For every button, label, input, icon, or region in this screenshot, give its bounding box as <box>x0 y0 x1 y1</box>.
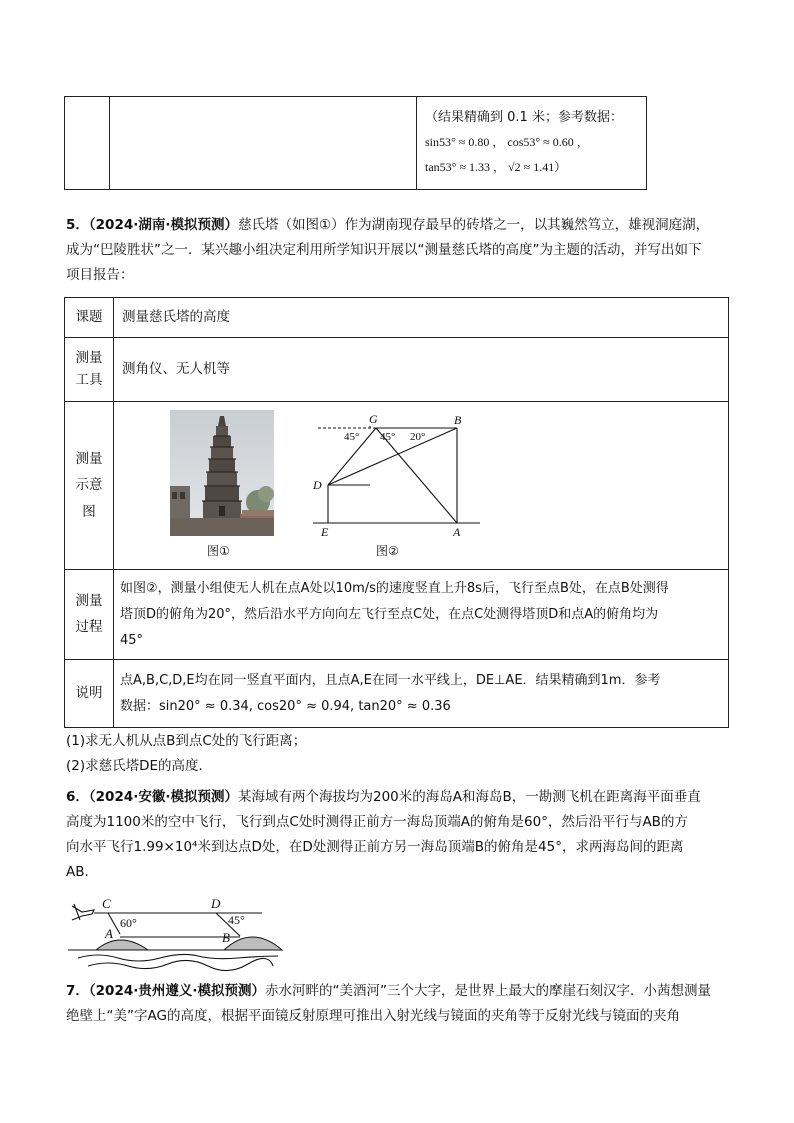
diagram-cell <box>114 402 729 570</box>
note-line-1: 点A,B,C,D,E均在同一竖直平面内，且点A,E在同一水平线上，DE⊥AE．结果精确到1m．参考 <box>120 672 661 688</box>
q5-intro-text-1: 慈氏塔（如图①）作为湖南现存最早的砖塔之一，以其巍然笃立，雄视洞庭湖， <box>238 217 710 233</box>
label-d: D <box>211 896 221 911</box>
topic-value: 测量慈氏塔的高度 <box>114 298 729 338</box>
ref-line-3: tan53° ≈ 1.33 ， √2 ≈ 1.41） <box>425 160 567 175</box>
q6-line-2: 高度为1100米的空中飞行，飞行到点C处时测得正前方一海岛顶端A的俯角是60°，然后沿平行与AB的方 <box>66 813 688 830</box>
label-g: G <box>369 412 378 426</box>
label-d: D <box>313 478 322 492</box>
q7-source: （2024·贵州遵义·模拟预测） <box>88 983 265 999</box>
report-table <box>64 297 729 728</box>
tool-label-1: 测量 <box>75 349 103 366</box>
label-a: A <box>453 525 461 536</box>
q5-sub-2: (2)求慈氏塔DE的高度． <box>66 757 213 774</box>
q7-line-1 <box>66 979 736 1004</box>
process-line-1: 如图②，测量小组使无人机在点A处以10m/s的速度竖直上升8s后，飞行至点B处，在点B处测得 <box>120 580 669 596</box>
process-line-3: 45° <box>120 632 144 648</box>
process-text <box>114 570 729 660</box>
q6-number: 6． <box>66 789 89 805</box>
note-text <box>114 660 729 728</box>
q5-subquestions <box>66 729 306 779</box>
process-line-2: 塔顶D的俯角为20°，然后沿水平方向向左飞行至点C处，在点C处测得塔顶D和点A的俯角均为 <box>120 606 659 622</box>
q7-number: 7． <box>66 983 89 999</box>
q6-text-1: 某海域有两个海拔均为200米的海岛A和海岛B，一勘测飞机在距离海平面垂直 <box>238 789 701 805</box>
diagram-label-2: 示意 <box>75 477 103 494</box>
tool-label-2: 工具 <box>75 371 103 388</box>
topic-label: 课题 <box>65 298 114 338</box>
q6-figure <box>68 890 288 974</box>
label-b: B <box>222 930 230 945</box>
q5-line-2: 成为“巴陵胜状”之一．某兴趣小组决定利用所学知识开展以“测量慈氏塔的高度”为主题的活动，并写出如下 <box>66 241 702 258</box>
angle-20: 20° <box>410 431 426 443</box>
tool-value: 测角仪、无人机等 <box>114 338 729 402</box>
fig2-caption: 图② <box>376 544 399 558</box>
wave-2 <box>88 958 273 970</box>
label-b: B <box>454 413 462 427</box>
q7-text-1: 赤水河畔的“美酒河”三个大字，是世界上最大的摩崖石刻汉字．小茜想测量 <box>265 983 711 999</box>
process-label-1: 测量 <box>75 592 103 609</box>
angle-45-right: 45° <box>380 431 396 443</box>
fig1-caption: 图① <box>207 544 230 558</box>
island-b <box>224 937 282 950</box>
q5-line-1 <box>66 213 736 238</box>
q7-text <box>66 979 736 1029</box>
ref-line-2: sin53° ≈ 0.80 ， cos53° ≈ 0.60 ， <box>425 134 589 149</box>
top-table-cell-1 <box>65 97 110 190</box>
process-label <box>65 570 114 660</box>
q6-line-4: AB． <box>66 863 98 880</box>
angle-60: 60° <box>120 916 137 930</box>
q6-text <box>66 785 736 885</box>
top-table <box>64 96 647 190</box>
angle-45: 45° <box>228 913 245 927</box>
tower-photo <box>170 410 274 536</box>
diagram-label-3: 图 <box>82 503 96 520</box>
fig2-diagram <box>310 412 486 536</box>
top-table-cell-2 <box>110 97 417 190</box>
wave-1 <box>78 954 278 961</box>
note-label: 说明 <box>65 660 114 728</box>
diagram-label-1: 测量 <box>75 451 103 468</box>
island-a <box>96 940 148 950</box>
q5-sub-1: (1)求无人机从点B到点C处的飞行距离； <box>66 733 307 749</box>
q7-line-2: 绝壁上“美”字AG的高度，根据平面镜反射原理可推出入射光线与镜面的夹角等于反射光线与镜面的夹角 <box>66 1007 680 1024</box>
label-c: C <box>102 896 111 911</box>
tool-label <box>65 338 114 402</box>
label-e: E <box>321 525 329 536</box>
q5-source: （2024·湖南·模拟预测） <box>88 217 238 233</box>
ref-line-1: （结果精确到 0.1 米；参考数据： <box>425 109 623 125</box>
q5-number: 5． <box>66 217 89 233</box>
process-label-2: 过程 <box>75 618 103 635</box>
q6-source: （2024·安徽·模拟预测） <box>88 789 238 805</box>
q5-line-3: 项目报告： <box>66 266 134 283</box>
q6-line-1 <box>66 785 736 810</box>
label-a: A <box>105 926 113 941</box>
note-line-2: 数据：sin20° ≈ 0.34, cos20° ≈ 0.94, tan20° ≈ 0.36 <box>120 698 451 714</box>
diagram-label <box>65 402 114 570</box>
q5-intro <box>66 213 736 288</box>
top-table-cell-3 <box>417 97 647 190</box>
q6-line-3: 向水平飞行1.99×10⁴米到达点D处，在D处测得正前方另一海岛顶端B的俯角是45°，求两海岛间的距离 <box>66 838 684 855</box>
angle-45-left: 45° <box>344 431 360 443</box>
